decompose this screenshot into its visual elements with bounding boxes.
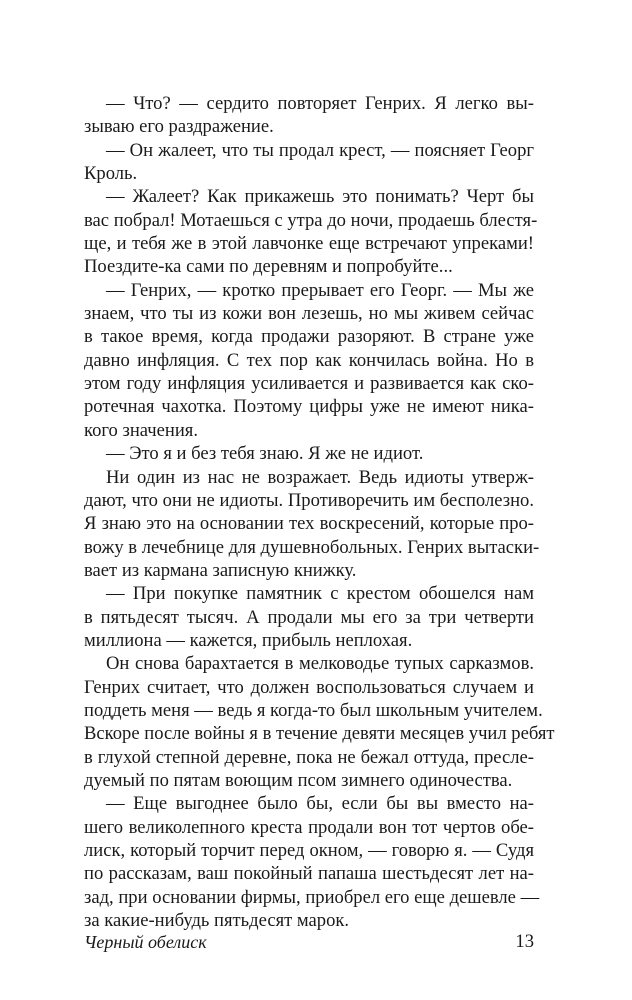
text-line: шего великолепного креста продали вон тот чертов обе- [84, 816, 534, 838]
text-line: — Генрих, — кротко прерывает его Георг. — Мы же [106, 279, 534, 301]
text-line: поддеть меня — ведь я когда-то был школьным учителем. [84, 699, 543, 721]
text-line: — Он жалеет, что ты продал крест, — поясняет Георг [106, 139, 534, 161]
text-line: ротечная чахотка. Поэтому цифры уже не имеют ника- [84, 396, 534, 418]
text-line: Я знаю это на основании тех воскресений, которые про- [84, 513, 534, 535]
text-line: Он снова барахтается в мелководье тупых сарказмов. [106, 653, 534, 675]
text-line: Генрих считает, что должен воспользоваться случаем и [84, 676, 534, 698]
text-line: вает из кармана записную книжку. [84, 559, 357, 581]
text-line: вожу в лечебнице для душевнобольных. Генрих вытаски- [84, 536, 540, 558]
text-line: зываю его раздражение. [84, 116, 274, 138]
text-line: этом году инфляция усиливается и развивается как ско- [84, 373, 534, 395]
text-line: Ни один из нас не возражает. Ведь идиоты утверж- [106, 466, 534, 488]
text-line: в глухой степной деревне, пока не бежал оттуда, пресле- [84, 746, 534, 768]
text-line: зад, при основании фирмы, приобрел его еще дешевле — [84, 886, 540, 908]
text-line: за какие-нибудь пятьдесят марок. [84, 910, 350, 932]
text-line: — Еще выгоднее было бы, если бы вы вместо на- [106, 793, 534, 815]
text-line: — При покупке памятник с крестом обошелся нам [106, 583, 534, 605]
text-line: — Жалеет? Как прикажешь это понимать? Черт бы [106, 186, 534, 208]
text-line: вас побрал! Мотаешься с утра до ночи, продаешь блестя- [84, 209, 538, 231]
text-line: лиск, который торчит перед окном, — говорю я. — Судя [84, 840, 534, 861]
text-line: по рассказам, ваш покойный папаша шестьдесят лет на- [84, 863, 534, 885]
text-line: кого значения. [84, 419, 199, 441]
text-line: миллиона — кажется, прибыль неплохая. [84, 629, 413, 651]
text-line: знаем, что ты из кожи вон лезешь, но мы живем сейчас [84, 303, 534, 325]
text-line: — Это я и без тебя знаю. Я же не идиот. [106, 443, 424, 465]
text-line: в пятьдесят тысяч. А продали мы его за три четверти [84, 606, 534, 628]
text-line: ще, и тебя же в этой лавчонке еще встречают упреками! [84, 233, 534, 255]
text-line: Кроль. [84, 163, 138, 185]
text-line: Поездите-ка сами по деревням и попробуйте... [84, 256, 453, 278]
page-number: 13 [515, 931, 534, 952]
text-line: дуемый по пятам воющим псом зимнего одиночества. [84, 769, 513, 791]
body-text [84, 92, 555, 932]
text-line: Вскоре после войны я в течение девяти месяцев учил ребят [84, 723, 555, 745]
running-footer-title: Черный обелиск [84, 932, 207, 952]
text-line: давно инфляция. С тех пор как кончилась война. Но в [84, 349, 534, 371]
text-line: дают, что они не идиоты. Противоречить им бесполезно. [84, 489, 534, 511]
text-line: в такое время, когда продажи разоряют. В стране уже [84, 326, 534, 348]
text-line: — Что? — сердито повторяет Генрих. Я легко вы- [106, 93, 534, 114]
